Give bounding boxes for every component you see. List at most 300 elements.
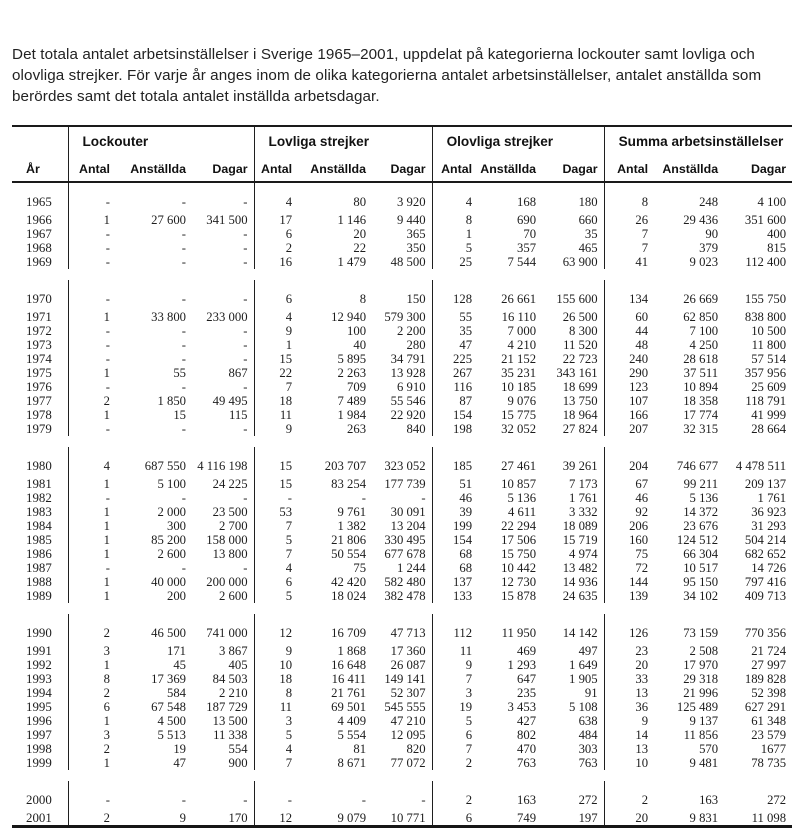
cell-summa-arbetsinstallelser-dagar: 41 999 <box>751 407 787 422</box>
cell-lovliga-strejker-anstallda: 9 079 <box>337 810 367 825</box>
cell-olovliga-strejker-dagar: 497 <box>578 643 598 658</box>
table-header <box>12 126 792 182</box>
cell-olovliga-strejker-dagar: 27 824 <box>562 421 598 436</box>
table-row <box>12 561 792 575</box>
cell-lovliga-strejker-anstallda: 5 554 <box>337 727 367 742</box>
cell-olovliga-strejker-dagar: 484 <box>578 727 598 742</box>
cell-lovliga-strejker-anstallda: 1 868 <box>337 643 367 658</box>
year-cell: 1967 <box>26 226 52 241</box>
cell-olovliga-strejker-antal: 35 <box>432 324 478 338</box>
year-cell: 1992 <box>26 657 52 672</box>
cell-lockouter-antal: - <box>68 781 116 811</box>
table-row <box>12 644 792 658</box>
cell-summa-arbetsinstallelser-dagar: 1 761 <box>757 490 787 505</box>
cell-olovliga-strejker-antal: 11 <box>432 644 478 658</box>
cell-summa-arbetsinstallelser-anstallda: 14 372 <box>683 504 719 519</box>
cell-olovliga-strejker-antal: 5 <box>432 241 478 255</box>
cell-olovliga-strejker-dagar: 24 635 <box>562 588 598 603</box>
table-row <box>12 447 792 477</box>
cell-summa-arbetsinstallelser-dagar: 209 137 <box>744 476 787 491</box>
cell-summa-arbetsinstallelser-anstallda: 2 508 <box>689 643 719 658</box>
table-row <box>12 324 792 338</box>
cell-lockouter-antal: - <box>68 280 116 310</box>
cell-summa-arbetsinstallelser-antal: 166 <box>604 408 654 422</box>
cell-lovliga-strejker-dagar: 177 739 <box>384 476 426 491</box>
cell-summa-arbetsinstallelser-dagar: 838 800 <box>744 309 787 324</box>
subheader-summa-antal: Antal <box>604 150 654 182</box>
cell-lovliga-strejker-anstallda: - <box>361 490 367 505</box>
cell-lockouter-anstallda: - <box>181 240 186 255</box>
cell-olovliga-strejker-anstallda: 9 076 <box>507 393 537 408</box>
cell-summa-arbetsinstallelser-anstallda: 379 <box>699 240 719 255</box>
table-row <box>12 241 792 255</box>
cell-olovliga-strejker-anstallda: 4 611 <box>507 504 537 519</box>
cell-lovliga-strejker-antal: 7 <box>254 547 298 561</box>
year-cell: 1995 <box>26 699 52 714</box>
cell-olovliga-strejker-dagar: 15 719 <box>562 532 598 547</box>
cell-olovliga-strejker-dagar: 197 <box>578 810 598 825</box>
cell-lovliga-strejker-dagar: 22 920 <box>390 407 426 422</box>
cell-lovliga-strejker-dagar: 579 300 <box>384 309 426 324</box>
cell-summa-arbetsinstallelser-dagar: 36 923 <box>751 504 787 519</box>
cell-olovliga-strejker-anstallda: 7 000 <box>507 323 537 338</box>
cell-lovliga-strejker-dagar: 2 200 <box>397 323 426 338</box>
cell-summa-arbetsinstallelser-anstallda: 66 304 <box>683 546 719 561</box>
cell-summa-arbetsinstallelser-anstallda: 26 669 <box>683 291 719 306</box>
cell-olovliga-strejker-anstallda: 427 <box>517 713 537 728</box>
year-cell: 1991 <box>26 643 52 658</box>
year-cell: 1975 <box>26 365 52 380</box>
cell-summa-arbetsinstallelser-dagar: 14 726 <box>751 560 787 575</box>
cell-lovliga-strejker-antal: 4 <box>254 561 298 575</box>
table-row <box>12 213 792 227</box>
cell-olovliga-strejker-antal: 185 <box>432 447 478 477</box>
cell-olovliga-strejker-anstallda: 21 152 <box>501 351 537 366</box>
cell-lovliga-strejker-antal: 6 <box>254 280 298 310</box>
cell-lovliga-strejker-anstallda: 75 <box>353 560 367 575</box>
cell-lockouter-antal: - <box>68 338 116 352</box>
cell-summa-arbetsinstallelser-antal: 20 <box>604 658 654 672</box>
cell-lockouter-antal: 2 <box>68 811 116 827</box>
cell-lockouter-dagar: 554 <box>228 741 248 756</box>
cell-summa-arbetsinstallelser-antal: 240 <box>604 352 654 366</box>
cell-summa-arbetsinstallelser-antal: 60 <box>604 310 654 324</box>
cell-summa-arbetsinstallelser-dagar: 23 579 <box>751 727 787 742</box>
table-row <box>12 380 792 394</box>
cell-lovliga-strejker-anstallda: 263 <box>347 421 367 436</box>
cell-lovliga-strejker-anstallda: 9 761 <box>337 504 367 519</box>
cell-lovliga-strejker-anstallda: 21 806 <box>331 532 367 547</box>
cell-summa-arbetsinstallelser-dagar: 357 956 <box>744 365 787 380</box>
cell-lockouter-anstallda: 85 200 <box>151 532 186 547</box>
cell-olovliga-strejker-anstallda: 802 <box>517 727 537 742</box>
cell-summa-arbetsinstallelser-anstallda: 73 159 <box>683 625 719 640</box>
year-cell: 1976 <box>26 379 52 394</box>
cell-olovliga-strejker-anstallda: 12 730 <box>501 574 537 589</box>
cell-summa-arbetsinstallelser-anstallda: 9 831 <box>689 810 719 825</box>
cell-summa-arbetsinstallelser-dagar: 4 100 <box>757 194 787 209</box>
cell-lovliga-strejker-antal: 11 <box>254 700 298 714</box>
year-cell: 1985 <box>26 532 52 547</box>
cell-lovliga-strejker-antal: 7 <box>254 380 298 394</box>
cell-olovliga-strejker-anstallda: 10 185 <box>501 379 537 394</box>
cell-olovliga-strejker-antal: 2 <box>432 756 478 770</box>
cell-lockouter-dagar: - <box>243 194 248 209</box>
cell-olovliga-strejker-anstallda: 17 506 <box>501 532 537 547</box>
cell-lockouter-anstallda: - <box>181 323 186 338</box>
cell-lockouter-dagar: 341 500 <box>206 212 248 227</box>
cell-lovliga-strejker-antal: 9 <box>254 324 298 338</box>
cell-lockouter-antal: 1 <box>68 714 116 728</box>
cell-lovliga-strejker-antal: 8 <box>254 686 298 700</box>
cell-lovliga-strejker-antal: 4 <box>254 310 298 324</box>
year-block-3 <box>12 614 792 770</box>
block-gap <box>12 603 792 614</box>
table-row <box>12 728 792 742</box>
cell-olovliga-strejker-dagar: 11 520 <box>563 337 598 352</box>
cell-summa-arbetsinstallelser-anstallda: 17 774 <box>683 407 719 422</box>
cell-summa-arbetsinstallelser-anstallda: 95 150 <box>683 574 719 589</box>
table-row <box>12 714 792 728</box>
cell-lovliga-strejker-antal: - <box>254 781 298 811</box>
table-row <box>12 255 792 269</box>
cell-olovliga-strejker-dagar: 465 <box>578 240 598 255</box>
cell-lockouter-dagar: - <box>243 240 248 255</box>
subheader-summa-anstallda: Anställda <box>654 150 724 182</box>
year-cell: 1986 <box>26 546 52 561</box>
year-cell: 1972 <box>26 323 52 338</box>
cell-lovliga-strejker-antal: 9 <box>254 644 298 658</box>
cell-olovliga-strejker-dagar: 13 750 <box>562 393 598 408</box>
year-block-1 <box>12 280 792 436</box>
cell-lovliga-strejker-anstallda: 18 024 <box>331 588 367 603</box>
cell-lockouter-antal: 2 <box>68 394 116 408</box>
cell-summa-arbetsinstallelser-dagar: 10 500 <box>751 323 787 338</box>
cell-lovliga-strejker-dagar: 9 440 <box>397 212 426 227</box>
cell-olovliga-strejker-dagar: 18 089 <box>562 518 598 533</box>
cell-olovliga-strejker-anstallda: 15 750 <box>501 546 537 561</box>
cell-summa-arbetsinstallelser-antal: 7 <box>604 227 654 241</box>
cell-summa-arbetsinstallelser-anstallda: 29 318 <box>683 671 719 686</box>
cell-lovliga-strejker-anstallda: 16 648 <box>331 657 367 672</box>
cell-lockouter-dagar: 900 <box>228 755 248 770</box>
block-gap <box>12 436 792 447</box>
cell-lovliga-strejker-antal: 18 <box>254 394 298 408</box>
cell-summa-arbetsinstallelser-antal: 206 <box>604 519 654 533</box>
cell-olovliga-strejker-antal: 1 <box>432 227 478 241</box>
cell-summa-arbetsinstallelser-anstallda: 23 676 <box>683 518 719 533</box>
cell-olovliga-strejker-dagar: 8 300 <box>569 323 598 338</box>
cell-summa-arbetsinstallelser-anstallda: 62 850 <box>683 309 719 324</box>
cell-lovliga-strejker-dagar: 323 052 <box>384 458 426 473</box>
cell-lovliga-strejker-dagar: 350 <box>406 240 426 255</box>
cell-summa-arbetsinstallelser-antal: 20 <box>604 811 654 827</box>
cell-summa-arbetsinstallelser-anstallda: 4 250 <box>689 337 719 352</box>
cell-lovliga-strejker-anstallda: 5 895 <box>337 351 367 366</box>
cell-olovliga-strejker-anstallda: 26 661 <box>501 291 537 306</box>
cell-lovliga-strejker-dagar: 1 244 <box>397 560 426 575</box>
cell-lockouter-dagar: - <box>243 337 248 352</box>
cell-lovliga-strejker-antal: 1 <box>254 338 298 352</box>
cell-lovliga-strejker-antal: 4 <box>254 182 298 213</box>
cell-lovliga-strejker-dagar: 582 480 <box>384 574 426 589</box>
cell-summa-arbetsinstallelser-anstallda: 29 436 <box>683 212 719 227</box>
cell-summa-arbetsinstallelser-anstallda: 10 517 <box>683 560 719 575</box>
cell-summa-arbetsinstallelser-antal: 67 <box>604 477 654 491</box>
cell-olovliga-strejker-dagar: 303 <box>578 741 598 756</box>
table-row <box>12 672 792 686</box>
year-cell: 1970 <box>26 291 52 306</box>
cell-olovliga-strejker-dagar: 26 500 <box>562 309 598 324</box>
cell-summa-arbetsinstallelser-dagar: 504 214 <box>744 532 787 547</box>
cell-lovliga-strejker-dagar: 280 <box>406 337 426 352</box>
cell-lovliga-strejker-antal: 5 <box>254 533 298 547</box>
year-cell: 1994 <box>26 685 52 700</box>
cell-olovliga-strejker-antal: 19 <box>432 700 478 714</box>
cell-lovliga-strejker-anstallda: 83 254 <box>331 476 367 491</box>
cell-lockouter-anstallda: - <box>181 792 186 807</box>
cell-lovliga-strejker-anstallda: 100 <box>347 323 367 338</box>
cell-lockouter-antal: 1 <box>68 589 116 603</box>
cell-summa-arbetsinstallelser-antal: 92 <box>604 505 654 519</box>
cell-lockouter-anstallda: 5 513 <box>157 727 186 742</box>
cell-olovliga-strejker-dagar: 35 <box>584 226 598 241</box>
cell-lovliga-strejker-antal: 15 <box>254 477 298 491</box>
cell-lockouter-dagar: 170 <box>228 810 248 825</box>
cell-lockouter-dagar: 84 503 <box>212 671 248 686</box>
cell-summa-arbetsinstallelser-dagar: 27 997 <box>751 657 787 672</box>
cell-summa-arbetsinstallelser-dagar: 682 652 <box>744 546 787 561</box>
cell-olovliga-strejker-dagar: 180 <box>578 194 598 209</box>
cell-olovliga-strejker-dagar: 39 261 <box>562 458 598 473</box>
cell-lockouter-anstallda: 2 600 <box>157 546 186 561</box>
cell-summa-arbetsinstallelser-antal: 2 <box>604 781 654 811</box>
table-row <box>12 338 792 352</box>
cell-summa-arbetsinstallelser-anstallda: 28 618 <box>683 351 719 366</box>
year-cell: 1968 <box>26 240 52 255</box>
cell-olovliga-strejker-antal: 9 <box>432 658 478 672</box>
cell-lovliga-strejker-antal: 2 <box>254 241 298 255</box>
year-cell: 1987 <box>26 560 52 575</box>
cell-olovliga-strejker-dagar: 1 905 <box>569 671 598 686</box>
cell-lockouter-antal: 1 <box>68 366 116 380</box>
cell-lockouter-antal: 2 <box>68 686 116 700</box>
cell-lovliga-strejker-anstallda: 2 263 <box>337 365 367 380</box>
cell-lockouter-antal: 1 <box>68 477 116 491</box>
cell-olovliga-strejker-dagar: 7 173 <box>569 476 598 491</box>
cell-lovliga-strejker-antal: 3 <box>254 714 298 728</box>
cell-lovliga-strejker-dagar: 47 713 <box>390 625 426 640</box>
cell-summa-arbetsinstallelser-dagar: 11 098 <box>751 810 787 825</box>
cell-lockouter-anstallda: 9 <box>179 810 186 825</box>
cell-lovliga-strejker-anstallda: 20 <box>353 226 367 241</box>
cell-lockouter-dagar: 23 500 <box>212 504 248 519</box>
cell-lockouter-antal: - <box>68 324 116 338</box>
cell-summa-arbetsinstallelser-anstallda: 7 100 <box>689 323 719 338</box>
cell-olovliga-strejker-antal: 68 <box>432 561 478 575</box>
year-group-header <box>12 126 68 150</box>
cell-olovliga-strejker-dagar: 1 761 <box>569 490 598 505</box>
cell-lovliga-strejker-dagar: 26 087 <box>390 657 426 672</box>
cell-olovliga-strejker-dagar: 18 964 <box>562 407 598 422</box>
subheader-lockouter-dagar: Dagar <box>192 150 254 182</box>
cell-lovliga-strejker-anstallda: 21 761 <box>331 685 367 700</box>
cell-olovliga-strejker-antal: 267 <box>432 366 478 380</box>
cell-lockouter-antal: 1 <box>68 533 116 547</box>
cell-olovliga-strejker-antal: 25 <box>432 255 478 269</box>
year-cell: 1997 <box>26 727 52 742</box>
cell-lovliga-strejker-anstallda: 1 146 <box>337 212 367 227</box>
cell-lockouter-anstallda: 171 <box>166 643 186 658</box>
cell-olovliga-strejker-antal: 46 <box>432 491 478 505</box>
cell-lockouter-dagar: 4 116 198 <box>197 458 248 473</box>
cell-lockouter-antal: 2 <box>68 614 116 644</box>
cell-olovliga-strejker-anstallda: 163 <box>517 792 537 807</box>
cell-summa-arbetsinstallelser-dagar: 57 514 <box>751 351 787 366</box>
cell-lockouter-dagar: - <box>243 323 248 338</box>
cell-olovliga-strejker-dagar: 4 974 <box>569 546 598 561</box>
cell-lovliga-strejker-antal: 12 <box>254 811 298 827</box>
cell-lockouter-antal: - <box>68 422 116 436</box>
cell-lockouter-anstallda: 5 100 <box>157 476 186 491</box>
cell-summa-arbetsinstallelser-dagar: 272 <box>767 792 787 807</box>
cell-lovliga-strejker-antal: 5 <box>254 589 298 603</box>
cell-summa-arbetsinstallelser-anstallda: 9 137 <box>689 713 719 728</box>
block-gap <box>12 770 792 781</box>
cell-summa-arbetsinstallelser-antal: 75 <box>604 547 654 561</box>
table-caption: Det totala antalet arbetsinställelser i Sverige 1965–2001, uppdelat på kategorierna lockouter samt lovliga och olovliga strejker. För varje år anges inom de olika kategorierna antalet arbetsinställelser, antalet anställda som berördes samt det totala antalet inställda arbetsdagar. <box>12 46 762 106</box>
cell-olovliga-strejker-antal: 128 <box>432 280 478 310</box>
cell-lockouter-dagar: - <box>243 490 248 505</box>
cell-lovliga-strejker-antal: 15 <box>254 352 298 366</box>
cell-summa-arbetsinstallelser-anstallda: 9 481 <box>689 755 719 770</box>
cell-olovliga-strejker-dagar: 13 482 <box>562 560 598 575</box>
cell-olovliga-strejker-dagar: 660 <box>578 212 598 227</box>
cell-olovliga-strejker-dagar: 763 <box>578 755 598 770</box>
cell-olovliga-strejker-anstallda: 22 294 <box>501 518 537 533</box>
cell-summa-arbetsinstallelser-dagar: 189 828 <box>744 671 787 686</box>
cell-olovliga-strejker-antal: 112 <box>432 614 478 644</box>
cell-olovliga-strejker-anstallda: 763 <box>517 755 537 770</box>
cell-summa-arbetsinstallelser-antal: 139 <box>604 589 654 603</box>
cell-lovliga-strejker-antal: 16 <box>254 255 298 269</box>
cell-lovliga-strejker-antal: 4 <box>254 742 298 756</box>
year-cell: 1974 <box>26 351 52 366</box>
cell-summa-arbetsinstallelser-dagar: 155 750 <box>744 291 787 306</box>
cell-lovliga-strejker-antal: 15 <box>254 447 298 477</box>
table-row <box>12 352 792 366</box>
cell-summa-arbetsinstallelser-dagar: 815 <box>767 240 787 255</box>
cell-lockouter-antal: - <box>68 227 116 241</box>
cell-lockouter-antal: 3 <box>68 728 116 742</box>
cell-summa-arbetsinstallelser-dagar: 31 293 <box>751 518 787 533</box>
cell-olovliga-strejker-antal: 87 <box>432 394 478 408</box>
cell-lovliga-strejker-antal: 7 <box>254 519 298 533</box>
cell-olovliga-strejker-antal: 47 <box>432 338 478 352</box>
table-row <box>12 519 792 533</box>
cell-olovliga-strejker-anstallda: 168 <box>517 194 537 209</box>
cell-olovliga-strejker-dagar: 1 649 <box>569 657 598 672</box>
cell-lockouter-anstallda: 584 <box>166 685 186 700</box>
cell-lovliga-strejker-dagar: 48 500 <box>390 254 426 269</box>
cell-lovliga-strejker-dagar: - <box>421 490 426 505</box>
cell-summa-arbetsinstallelser-anstallda: 32 315 <box>683 421 719 436</box>
cell-lockouter-anstallda: - <box>181 254 186 269</box>
cell-summa-arbetsinstallelser-antal: 23 <box>604 644 654 658</box>
subheader-summa-dagar: Dagar <box>724 150 792 182</box>
table-row <box>12 477 792 491</box>
cell-summa-arbetsinstallelser-dagar: 61 348 <box>751 713 787 728</box>
cell-olovliga-strejker-anstallda: 690 <box>517 212 537 227</box>
cell-olovliga-strejker-antal: 198 <box>432 422 478 436</box>
cell-lockouter-antal: 1 <box>68 505 116 519</box>
cell-olovliga-strejker-antal: 7 <box>432 742 478 756</box>
cell-olovliga-strejker-antal: 154 <box>432 533 478 547</box>
cell-olovliga-strejker-dagar: 272 <box>578 792 598 807</box>
cell-summa-arbetsinstallelser-dagar: 25 609 <box>751 379 787 394</box>
year-block-0 <box>12 182 792 269</box>
cell-summa-arbetsinstallelser-antal: 144 <box>604 575 654 589</box>
cell-olovliga-strejker-antal: 55 <box>432 310 478 324</box>
cell-summa-arbetsinstallelser-antal: 204 <box>604 447 654 477</box>
cell-lockouter-anstallda: - <box>181 379 186 394</box>
subheader-lovliga-dagar: Dagar <box>372 150 432 182</box>
cell-lovliga-strejker-dagar: 34 791 <box>390 351 426 366</box>
year-cell: 1979 <box>26 421 52 436</box>
year-cell: 1988 <box>26 574 52 589</box>
year-cell: 1971 <box>26 309 52 324</box>
cell-lockouter-dagar: 233 000 <box>206 309 248 324</box>
cell-lockouter-dagar: - <box>243 560 248 575</box>
cell-lovliga-strejker-antal: 17 <box>254 213 298 227</box>
cell-summa-arbetsinstallelser-dagar: 112 400 <box>745 254 787 269</box>
cell-olovliga-strejker-anstallda: 357 <box>517 240 537 255</box>
subheader-lockouter-antal: Antal <box>68 150 116 182</box>
cell-olovliga-strejker-dagar: 22 723 <box>562 351 598 366</box>
cell-summa-arbetsinstallelser-anstallda: 125 489 <box>676 699 719 714</box>
cell-olovliga-strejker-anstallda: 27 461 <box>501 458 537 473</box>
cell-summa-arbetsinstallelser-dagar: 78 735 <box>751 755 787 770</box>
group-header-row <box>12 126 792 150</box>
table-row <box>12 533 792 547</box>
cell-olovliga-strejker-antal: 133 <box>432 589 478 603</box>
year-column-header: År <box>12 150 68 182</box>
cell-lockouter-antal: 8 <box>68 672 116 686</box>
cell-lockouter-dagar: 24 225 <box>212 476 248 491</box>
cell-olovliga-strejker-anstallda: 1 293 <box>507 657 537 672</box>
cell-lovliga-strejker-antal: 9 <box>254 422 298 436</box>
cell-olovliga-strejker-antal: 116 <box>432 380 478 394</box>
year-cell: 1978 <box>26 407 52 422</box>
cell-lockouter-dagar: 2 600 <box>218 588 248 603</box>
cell-lockouter-anstallda: 687 550 <box>144 458 186 473</box>
cell-lockouter-anstallda: 300 <box>166 518 186 533</box>
cell-lovliga-strejker-dagar: 150 <box>406 291 426 306</box>
cell-lockouter-antal: - <box>68 255 116 269</box>
cell-olovliga-strejker-dagar: 91 <box>584 685 598 700</box>
cell-summa-arbetsinstallelser-dagar: 1677 <box>760 741 787 756</box>
cell-summa-arbetsinstallelser-dagar: 400 <box>767 226 787 241</box>
cell-lovliga-strejker-dagar: - <box>421 792 426 807</box>
cell-lovliga-strejker-anstallda: 4 409 <box>337 713 367 728</box>
cell-summa-arbetsinstallelser-anstallda: 124 512 <box>676 532 719 547</box>
cell-lovliga-strejker-dagar: 365 <box>406 226 426 241</box>
cell-summa-arbetsinstallelser-antal: 33 <box>604 672 654 686</box>
cell-lovliga-strejker-dagar: 13 204 <box>390 518 426 533</box>
cell-lockouter-antal: 6 <box>68 700 116 714</box>
cell-lockouter-dagar: 200 000 <box>206 574 248 589</box>
cell-lovliga-strejker-anstallda: 1 479 <box>337 254 367 269</box>
